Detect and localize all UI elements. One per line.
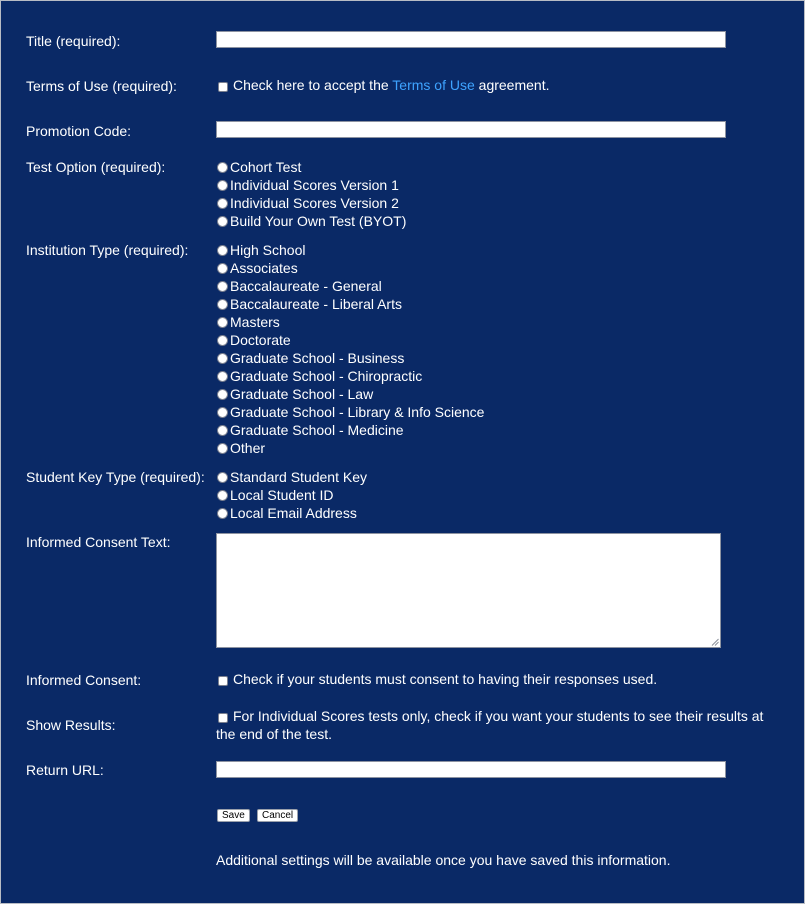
show-results-text-line1: For Individual Scores tests only, check if you want your students to see their results at (233, 708, 764, 724)
promo-label: Promotion Code: (26, 123, 132, 139)
student-key-type-item[interactable] (216, 486, 367, 504)
show-results-label: Show Results: (26, 717, 116, 733)
resize-grip-icon[interactable] (711, 638, 719, 646)
institution-type-option: Other (230, 440, 266, 456)
test-option-label: Test Option (required): (26, 159, 166, 175)
title-input[interactable] (216, 31, 726, 48)
radio-button[interactable] (217, 508, 228, 519)
radio-button[interactable] (217, 353, 228, 364)
radio-button[interactable] (217, 263, 228, 274)
consent-textarea[interactable] (216, 533, 721, 648)
institution-type-option: Baccalaureate - General (230, 278, 382, 294)
title-label: Title (required): (26, 33, 121, 49)
institution-type-option: Graduate School - Chiropractic (230, 368, 423, 384)
institution-type-item[interactable] (216, 403, 484, 421)
student-key-type-option: Local Student ID (230, 487, 334, 503)
institution-type-option: Doctorate (230, 332, 291, 348)
student-key-type-item[interactable] (216, 504, 367, 522)
institution-type-item[interactable] (216, 385, 484, 403)
student-key-type-item[interactable] (216, 468, 367, 486)
radio-button[interactable] (217, 425, 228, 436)
radio-button[interactable] (217, 180, 228, 191)
save-button[interactable]: Save (217, 809, 250, 822)
terms-label: Terms of Use (required): (26, 78, 177, 94)
institution-type-item[interactable] (216, 313, 484, 331)
test-option-label: Build Your Own Test (BYOT) (230, 213, 407, 229)
radio-button[interactable] (217, 299, 228, 310)
test-option-label: Cohort Test (230, 159, 302, 175)
radio-button[interactable] (217, 317, 228, 328)
student-key-type-label: Student Key Type (required): (26, 469, 205, 485)
test-option-item[interactable] (216, 158, 406, 176)
test-option-group (216, 158, 406, 230)
radio-button[interactable] (217, 216, 228, 227)
return-url-label: Return URL: (26, 762, 104, 778)
institution-type-option: Masters (230, 314, 280, 330)
show-results-checkbox[interactable] (218, 713, 228, 723)
promo-code-input[interactable] (216, 121, 726, 138)
informed-consent-label: Informed Consent: (26, 672, 142, 688)
radio-button[interactable] (217, 443, 228, 454)
radio-button[interactable] (217, 371, 228, 382)
institution-type-item[interactable] (216, 367, 484, 385)
radio-button[interactable] (217, 472, 228, 483)
institution-type-option: Associates (230, 260, 298, 276)
terms-text-after: agreement. (474, 77, 550, 93)
institution-type-option: Graduate School - Business (230, 350, 405, 366)
institution-type-item[interactable] (216, 259, 484, 277)
student-key-type-group (216, 468, 367, 522)
institution-type-label: Institution Type (required): (26, 242, 189, 258)
institution-type-option: Graduate School - Law (230, 386, 374, 402)
return-url-input[interactable] (216, 761, 726, 778)
radio-button[interactable] (217, 389, 228, 400)
show-results-text-line2: the end of the test. (216, 726, 332, 742)
informed-consent-text: Check if your students must consent to having their responses used. (233, 671, 658, 687)
terms-checkbox[interactable] (218, 82, 228, 92)
institution-type-group (216, 241, 484, 457)
radio-button[interactable] (217, 335, 228, 346)
radio-button[interactable] (217, 490, 228, 501)
test-option-item[interactable] (216, 212, 406, 230)
informed-consent-checkbox[interactable] (218, 676, 228, 686)
institution-type-option: Graduate School - Medicine (230, 422, 404, 438)
institution-type-item[interactable] (216, 295, 484, 313)
institution-type-option: High School (230, 242, 306, 258)
radio-button[interactable] (217, 407, 228, 418)
test-option-item[interactable] (216, 176, 406, 194)
institution-type-item[interactable] (216, 439, 484, 457)
radio-button[interactable] (217, 281, 228, 292)
institution-type-option: Baccalaureate - Liberal Arts (230, 296, 402, 312)
radio-button[interactable] (217, 162, 228, 173)
institution-type-item[interactable] (216, 241, 484, 259)
institution-type-item[interactable] (216, 421, 484, 439)
radio-button[interactable] (217, 245, 228, 256)
institution-type-option: Graduate School - Library & Info Science (230, 404, 485, 420)
terms-of-use-link[interactable]: Terms of Use (392, 77, 475, 93)
terms-text (233, 77, 549, 93)
terms-text-before: Check here to accept the (233, 77, 393, 93)
cancel-button[interactable]: Cancel (257, 809, 298, 822)
radio-button[interactable] (217, 198, 228, 209)
institution-type-item[interactable] (216, 277, 484, 295)
student-key-type-option: Standard Student Key (230, 469, 367, 485)
test-option-item[interactable] (216, 194, 406, 212)
test-option-label: Individual Scores Version 1 (230, 177, 399, 193)
consent-text-label: Informed Consent Text: (26, 534, 171, 550)
student-key-type-option: Local Email Address (230, 505, 357, 521)
footer-note: Additional settings will be available once you have saved this information. (216, 852, 671, 868)
test-option-label: Individual Scores Version 2 (230, 195, 399, 211)
institution-type-item[interactable] (216, 349, 484, 367)
institution-type-item[interactable] (216, 331, 484, 349)
